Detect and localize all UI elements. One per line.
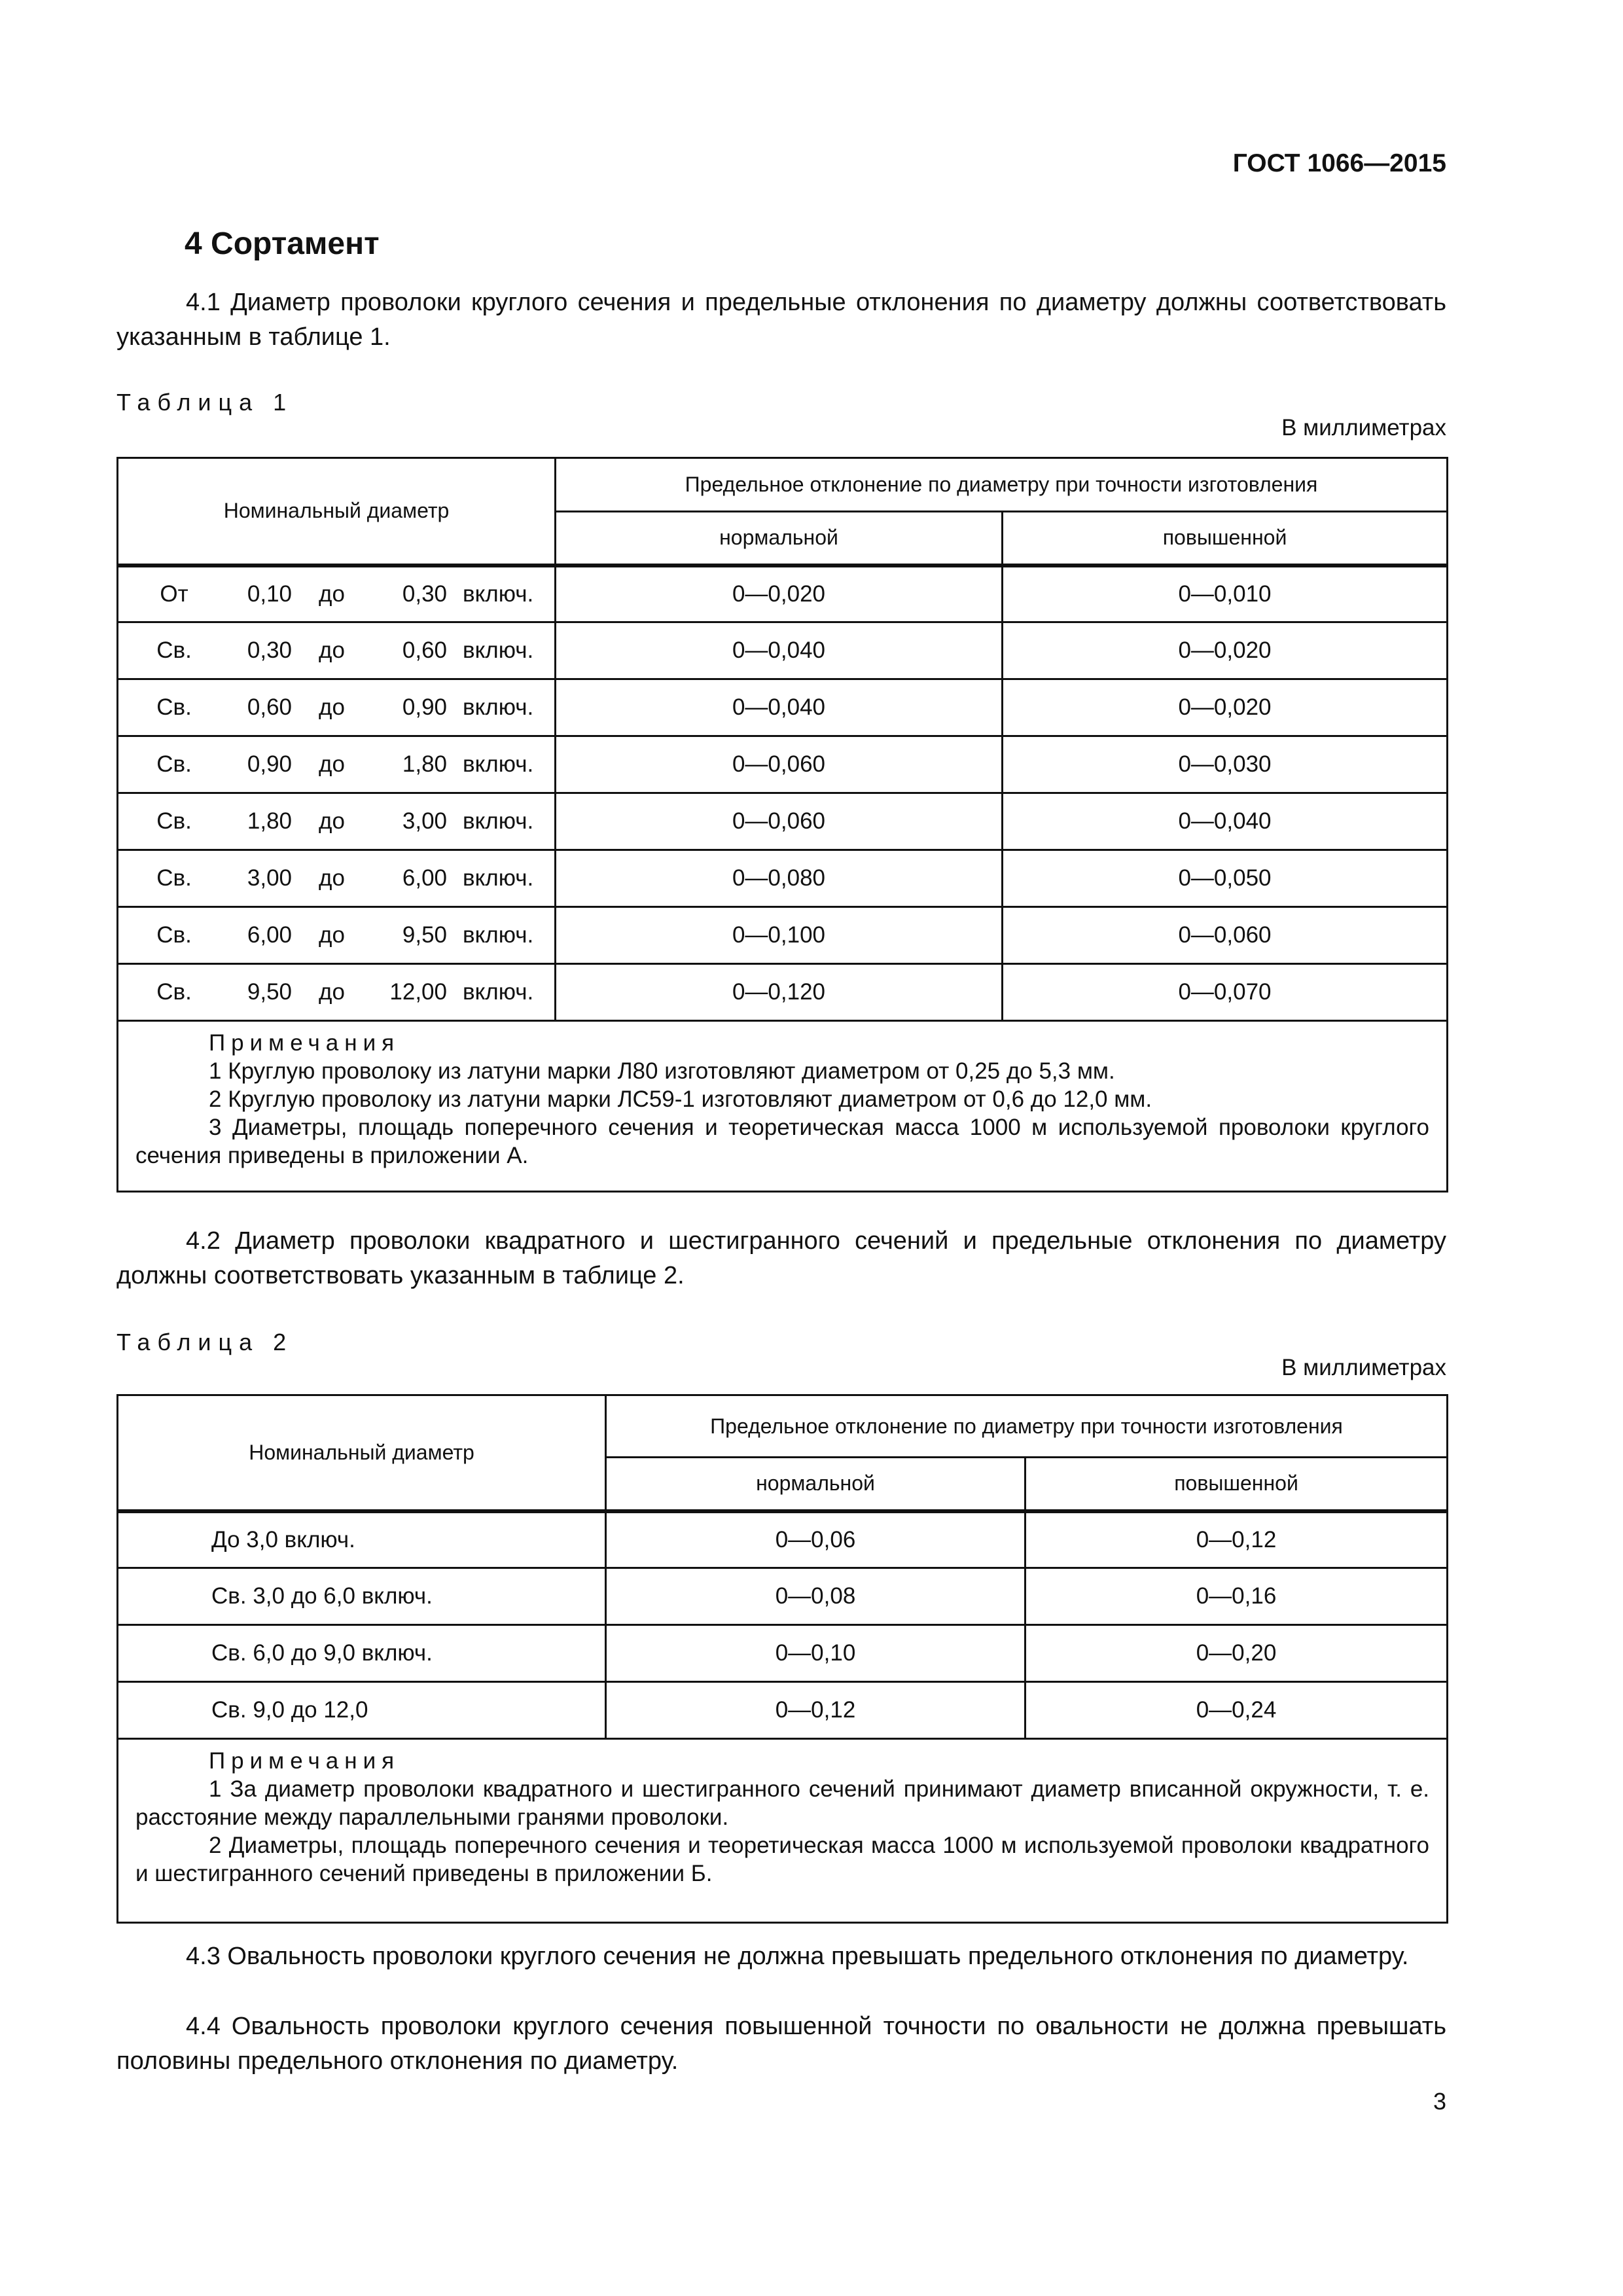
- table1-cell-nominal: [118, 793, 556, 850]
- table2-row: [118, 1568, 1448, 1625]
- diameter-from: 0,60: [247, 694, 292, 720]
- diameter-inclusive: включ.: [463, 637, 534, 663]
- diameter-to: 3,00: [402, 808, 447, 834]
- table1-cell-high: 0—0,060: [1003, 907, 1448, 964]
- diameter-inclusive: включ.: [463, 694, 534, 720]
- diameter-inclusive: включ.: [463, 865, 534, 891]
- table1-row: [118, 850, 1448, 907]
- table1-caption: Таблица 1: [116, 389, 294, 416]
- table2-row: [118, 1511, 1448, 1568]
- table1-cell-normal: 0—0,080: [556, 850, 1003, 907]
- table2-note: 2 Диаметры, площадь поперечного сечения и теоретическая масса 1000 м используемой проволоки квадратного и шестигранного сечений приведены в приложении Б.: [135, 1833, 1430, 1886]
- table1-cell-normal: 0—0,020: [556, 565, 1003, 622]
- table1-cell-nominal: [118, 622, 556, 679]
- diameter-prefix: Св.: [156, 979, 192, 1005]
- table1-cell-normal: 0—0,040: [556, 679, 1003, 736]
- diameter-to: 9,50: [402, 922, 447, 948]
- table1-cell-normal: 0—0,120: [556, 964, 1003, 1021]
- table2-cell-normal: 0—0,08: [606, 1568, 1026, 1625]
- table1-cell-nominal: [118, 964, 556, 1021]
- table-2: [116, 1394, 1448, 1924]
- table2-cell-high: 0—0,24: [1026, 1682, 1448, 1739]
- table1-cell-high: 0—0,020: [1003, 679, 1448, 736]
- table1-header-deviation: Предельное отклонение по диаметру при точности изготовления: [556, 458, 1448, 512]
- diameter-inclusive: включ.: [463, 751, 534, 777]
- table2-row: [118, 1625, 1448, 1682]
- table2-cell-nominal: Св. 9,0 до 12,0: [118, 1682, 606, 1739]
- diameter-to-word: до: [319, 694, 345, 720]
- table2-notes: [118, 1739, 1448, 1923]
- table2-cell-nominal: Св. 6,0 до 9,0 включ.: [118, 1625, 606, 1682]
- diameter-to-word: до: [319, 637, 345, 663]
- diameter-to-word: до: [319, 922, 345, 948]
- diameter-inclusive: включ.: [463, 808, 534, 834]
- table1-row: [118, 907, 1448, 964]
- table2-cell-normal: 0—0,12: [606, 1682, 1026, 1739]
- diameter-to-word: до: [319, 865, 345, 891]
- table1-row: [118, 736, 1448, 793]
- diameter-to-word: до: [319, 979, 345, 1005]
- table1-row: [118, 622, 1448, 679]
- table2-units: В миллиметрах: [1281, 1355, 1446, 1380]
- table1-header-normal: нормальной: [556, 512, 1003, 565]
- diameter-prefix: Св.: [156, 751, 192, 777]
- table1-units: В миллиметрах: [1281, 415, 1446, 440]
- paragraph-4-3: 4.3 Овальность проволоки круглого сечения не должна превышать предельного отклонения по диаметру.: [186, 1943, 1409, 1970]
- table1-header-nominal: Номинальный диаметр: [118, 458, 556, 565]
- table2-header-deviation: Предельное отклонение по диаметру при точности изготовления: [606, 1395, 1448, 1458]
- table1-cell-nominal: [118, 736, 556, 793]
- table1-header-high: повышенной: [1003, 512, 1448, 565]
- table1-note: 1 Круглую проволоку из латуни марки Л80 изготовляют диаметром от 0,25 до 5,3 мм.: [209, 1058, 1115, 1084]
- diameter-to: 0,30: [402, 581, 447, 607]
- diameter-from: 1,80: [247, 808, 292, 834]
- table2-header-high: повышенной: [1026, 1458, 1448, 1511]
- table1-cell-nominal: [118, 679, 556, 736]
- table1-note: 3 Диаметры, площадь поперечного сечения и теоретическая масса 1000 м используемой проволоки круглого сечения приведены в приложении А.: [135, 1115, 1430, 1168]
- table1-cell-high: 0—0,050: [1003, 850, 1448, 907]
- paragraph-4-2: 4.2 Диаметр проволоки квадратного и шестигранного сечений и предельные отклонения по диаметру должны соответствовать указанным в таблице 2.: [116, 1227, 1446, 1289]
- diameter-to-word: до: [319, 581, 345, 607]
- diameter-prefix: От: [160, 581, 188, 607]
- diameter-to-word: до: [319, 751, 345, 777]
- diameter-inclusive: включ.: [463, 581, 534, 607]
- table1-cell-high: 0—0,040: [1003, 793, 1448, 850]
- diameter-from: 6,00: [247, 922, 292, 948]
- table1-cell-normal: 0—0,060: [556, 793, 1003, 850]
- table1-row: [118, 565, 1448, 622]
- table2-row: [118, 1682, 1448, 1739]
- table2-note: 1 За диаметр проволоки квадратного и шестигранного сечений принимают диаметр вписанной окружности, т. е. расстояние между параллельными гранями проволоки.: [135, 1776, 1430, 1830]
- table1-row: [118, 679, 1448, 736]
- table1-cell-normal: 0—0,040: [556, 622, 1003, 679]
- table1-row: [118, 964, 1448, 1021]
- diameter-inclusive: включ.: [463, 979, 534, 1005]
- diameter-prefix: Св.: [156, 637, 192, 663]
- paragraph-4-1: 4.1 Диаметр проволоки круглого сечения и предельные отклонения по диаметру должны соответствовать указанным в таблице 1.: [116, 289, 1446, 351]
- page-number: 3: [1433, 2088, 1446, 2115]
- section-title: 4 Сортамент: [185, 226, 380, 261]
- diameter-from: 0,30: [247, 637, 292, 663]
- table1-cell-normal: 0—0,060: [556, 736, 1003, 793]
- document-code: ГОСТ 1066—2015: [1232, 149, 1446, 177]
- diameter-to-word: до: [319, 808, 345, 834]
- diameter-prefix: Св.: [156, 922, 192, 948]
- diameter-to: 0,60: [402, 637, 447, 663]
- table1-cell-high: 0—0,030: [1003, 736, 1448, 793]
- table2-cell-high: 0—0,16: [1026, 1568, 1448, 1625]
- table2-cell-high: 0—0,20: [1026, 1625, 1448, 1682]
- table1-cell-normal: 0—0,100: [556, 907, 1003, 964]
- table2-header-nominal: Номинальный диаметр: [118, 1395, 606, 1511]
- table2-cell-nominal: Св. 3,0 до 6,0 включ.: [118, 1568, 606, 1625]
- diameter-from: 9,50: [247, 979, 292, 1005]
- table1-cell-high: 0—0,010: [1003, 565, 1448, 622]
- diameter-to: 6,00: [402, 865, 447, 891]
- table1-cell-high: 0—0,020: [1003, 622, 1448, 679]
- table2-cell-high: 0—0,12: [1026, 1511, 1448, 1568]
- paragraph-4-4: 4.4 Овальность проволоки круглого сечения повышенной точности по овальности не должна превышать половины предельного отклонения по диаметру.: [116, 2013, 1446, 2075]
- diameter-prefix: Св.: [156, 808, 192, 834]
- table-1: [116, 457, 1448, 1193]
- table2-header-normal: нормальной: [606, 1458, 1026, 1511]
- table1-cell-nominal: [118, 907, 556, 964]
- table1-notes-title: Примечания: [209, 1030, 401, 1056]
- table1-cell-nominal: [118, 850, 556, 907]
- table1-row: [118, 793, 1448, 850]
- table2-cell-normal: 0—0,10: [606, 1625, 1026, 1682]
- diameter-to: 1,80: [402, 751, 447, 777]
- table1-cell-high: 0—0,070: [1003, 964, 1448, 1021]
- diameter-to: 0,90: [402, 694, 447, 720]
- table1-notes: [118, 1021, 1448, 1192]
- diameter-prefix: Св.: [156, 694, 192, 720]
- diameter-inclusive: включ.: [463, 922, 534, 948]
- table2-notes-title: Примечания: [209, 1748, 401, 1774]
- table2-caption: Таблица 2: [116, 1329, 294, 1355]
- table1-cell-nominal: [118, 565, 556, 622]
- diameter-from: 3,00: [247, 865, 292, 891]
- diameter-from: 0,90: [247, 751, 292, 777]
- diameter-from: 0,10: [247, 581, 292, 607]
- diameter-prefix: Св.: [156, 865, 192, 891]
- table2-cell-nominal: До 3,0 включ.: [118, 1511, 606, 1568]
- table2-cell-normal: 0—0,06: [606, 1511, 1026, 1568]
- table1-note: 2 Круглую проволоку из латуни марки ЛС59-1 изготовляют диаметром от 0,6 до 12,0 мм.: [209, 1086, 1152, 1112]
- diameter-to: 12,00: [389, 979, 447, 1005]
